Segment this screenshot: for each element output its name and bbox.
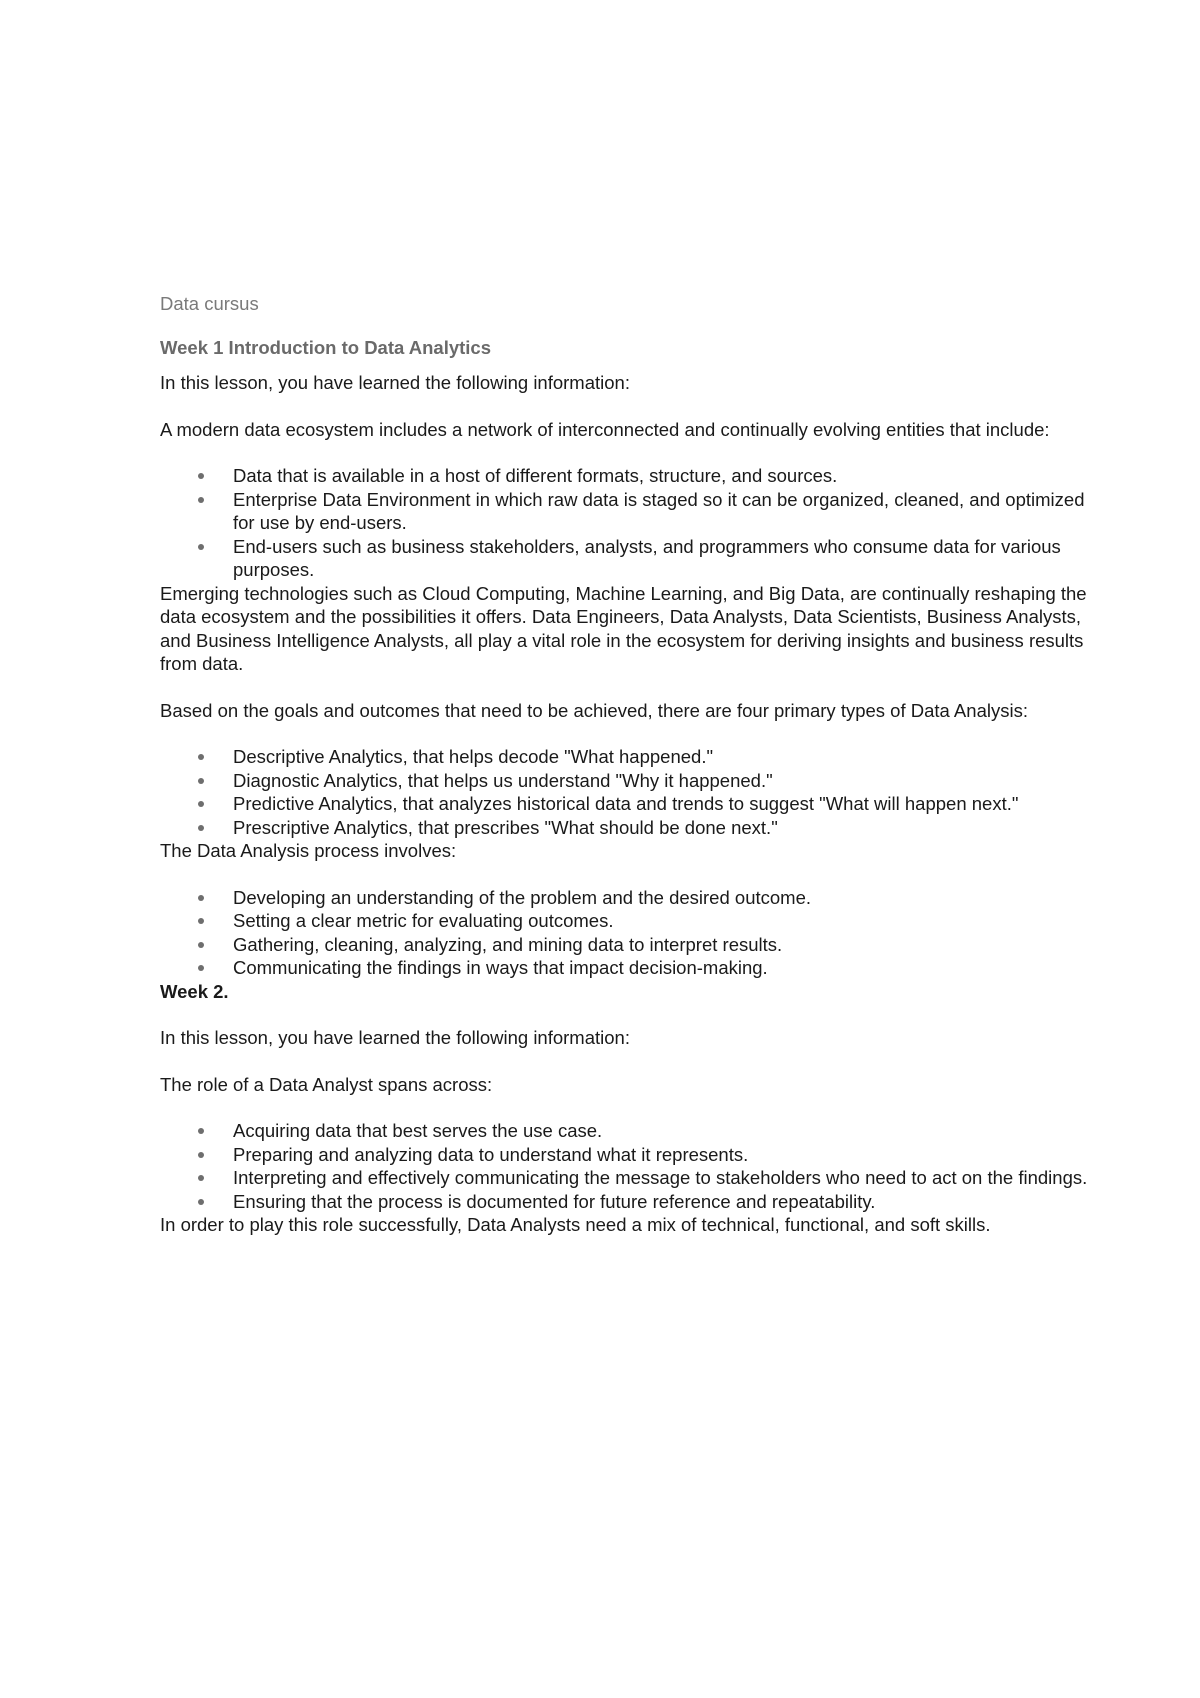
types-intro: Based on the goals and outcomes that need to be achieved, there are four primary types of Data Analysis: — [160, 699, 1028, 721]
process-intro: The Data Analysis process involves: — [160, 840, 457, 861]
list-item: Descriptive Analytics, that helps decode "What happened." — [160, 745, 1100, 769]
list-item: End-users such as business stakeholders, analysts, and programmers who consume data for various purposes. — [160, 535, 1100, 582]
list-item: Diagnostic Analytics, that helps us understand "Why it happened." — [160, 769, 1100, 793]
bullet-icon — [198, 895, 204, 901]
bullet-icon — [198, 965, 204, 971]
bullet-icon — [198, 473, 204, 479]
bullet-icon — [198, 1128, 204, 1134]
list-item: Gathering, cleaning, analyzing, and mining data to interpret results. — [160, 933, 1100, 957]
list-item: Acquiring data that best serves the use case. — [160, 1119, 1100, 1143]
bullet-icon — [198, 544, 204, 550]
bullet-icon — [198, 918, 204, 924]
list-item: Enterprise Data Environment in which raw data is staged so it can be organized, cleaned, and optimized for use by end-users. — [160, 488, 1100, 535]
list-item: Developing an understanding of the problem and the desired outcome. — [160, 886, 1100, 910]
week2-intro: In this lesson, you have learned the following information: — [160, 1027, 630, 1048]
list-item: Preparing and analyzing data to understand what it represents. — [160, 1143, 1100, 1167]
analysis-types-list — [160, 745, 1100, 839]
bullet-icon — [198, 1199, 204, 1205]
document-title: Data cursus — [160, 293, 259, 314]
bullet-icon — [198, 778, 204, 784]
role-intro: The role of a Data Analyst spans across: — [160, 1073, 493, 1095]
week1-heading: Week 1 Introduction to Data Analytics — [160, 336, 492, 358]
ecosystem-intro: A modern data ecosystem includes a network of interconnected and continually evolving entities that include: — [160, 418, 1050, 440]
bullet-icon — [198, 801, 204, 807]
emerging-paragraph: Emerging technologies such as Cloud Computing, Machine Learning, and Big Data, are continually reshaping the data ecosystem and the possibilities it offers. Data Engineers, Data Analysts, Data Scientists, Business Analysts, and Business Intelligence Analysts, all play a vital role in the ecosystem for deriving insights and business results from data. — [160, 582, 1087, 674]
closing-paragraph: In order to play this role successfully, Data Analysts need a mix of technical, functional, and soft skills. — [160, 1214, 991, 1235]
bullet-icon — [198, 754, 204, 760]
week2-heading: Week 2. — [160, 980, 229, 1002]
week1-intro: In this lesson, you have learned the following information: — [160, 372, 630, 393]
ecosystem-list — [160, 464, 1100, 582]
list-item: Predictive Analytics, that analyzes historical data and trends to suggest "What will happen next." — [160, 792, 1100, 816]
bullet-icon — [198, 942, 204, 948]
bullet-icon — [198, 1152, 204, 1158]
bullet-icon — [198, 497, 204, 503]
bullet-icon — [198, 825, 204, 831]
role-list — [160, 1119, 1100, 1213]
list-item: Communicating the findings in ways that impact decision-making. — [160, 956, 1100, 980]
list-item: Prescriptive Analytics, that prescribes "What should be done next." — [160, 816, 1100, 840]
list-item: Data that is available in a host of different formats, structure, and sources. — [160, 464, 1100, 488]
list-item: Interpreting and effectively communicating the message to stakeholders who need to act on the findings. — [160, 1166, 1100, 1190]
process-list — [160, 886, 1100, 980]
bullet-icon — [198, 1175, 204, 1181]
document-body — [160, 292, 1100, 1237]
list-item: Ensuring that the process is documented for future reference and repeatability. — [160, 1190, 1100, 1214]
list-item: Setting a clear metric for evaluating outcomes. — [160, 909, 1100, 933]
